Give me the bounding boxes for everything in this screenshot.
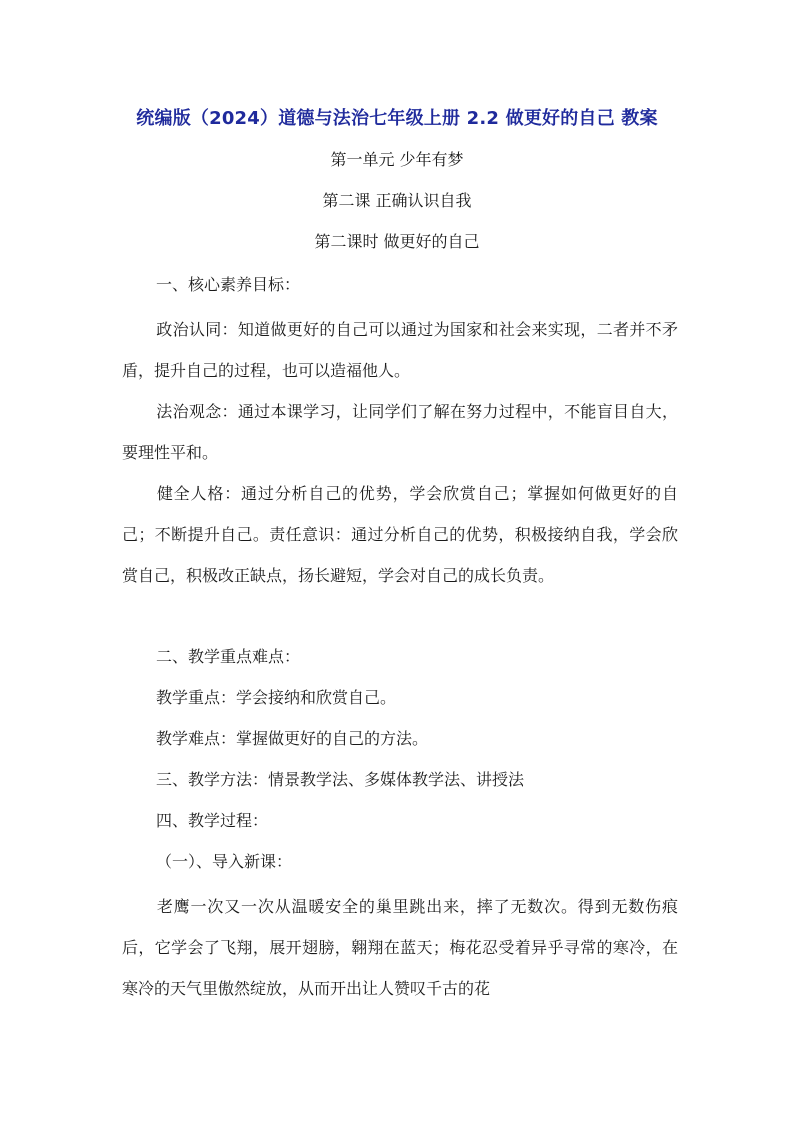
section-heading-process: 四、教学过程： (156, 811, 269, 830)
lesson-heading: 第二课 正确认识自我 (322, 191, 472, 210)
period-heading: 第二课时 做更好的自己 (314, 232, 480, 251)
subsection-heading-intro: （一）、导入新课： (156, 852, 293, 871)
document-title: 统编版（2024）道德与法治七年级上册 2.2 做更好的自己 教案 (136, 108, 658, 129)
paragraph-text: 法治观念：通过本课学习，让同学们了解在努力过程中，不能盲目自大，要理性平和。 (122, 402, 678, 462)
unit-heading: 第一单元 少年有梦 (330, 150, 464, 169)
paragraph-personality (122, 473, 678, 596)
key-point-line: 教学重点：学会接纳和欣赏自己。 (156, 688, 397, 707)
section-heading-key-points: 二、教学重点难点： (156, 647, 301, 666)
paragraph-political-identity (122, 309, 678, 391)
section-heading-methods: 三、教学方法：情景教学法、多媒体教学法、讲授法 (156, 770, 525, 789)
paragraph-text: 老鹰一次又一次从温暖安全的巢里跳出来，摔了无数次。得到无数伤痕后，它学会了飞翔，展开翅膀，翱翔在蓝天；梅花忍受着异乎寻常的寒冷，在寒冷的天气里傲然绽放，从而开出让人赞叹千古的花 (122, 897, 678, 998)
paragraph-text: 政治认同：知道做更好的自己可以通过为国家和社会来实现，二者并不矛盾，提升自己的过程，也可以造福他人。 (122, 320, 678, 380)
paragraph-intro (122, 886, 678, 1009)
paragraph-rule-of-law (122, 391, 678, 473)
paragraph-text: 健全人格：通过分析自己的优势，学会欣赏自己；掌握如何做更好的自己；不断提升自己。责任意识：通过分析自己的优势，积极接纳自我，学会欣赏自己，积极改正缺点，扬长避短，学会对自己的成长负责。 (122, 484, 678, 585)
section-heading-goals: 一、核心素养目标： (156, 275, 301, 294)
difficult-point-line: 教学难点：掌握做更好的自己的方法。 (156, 729, 429, 748)
